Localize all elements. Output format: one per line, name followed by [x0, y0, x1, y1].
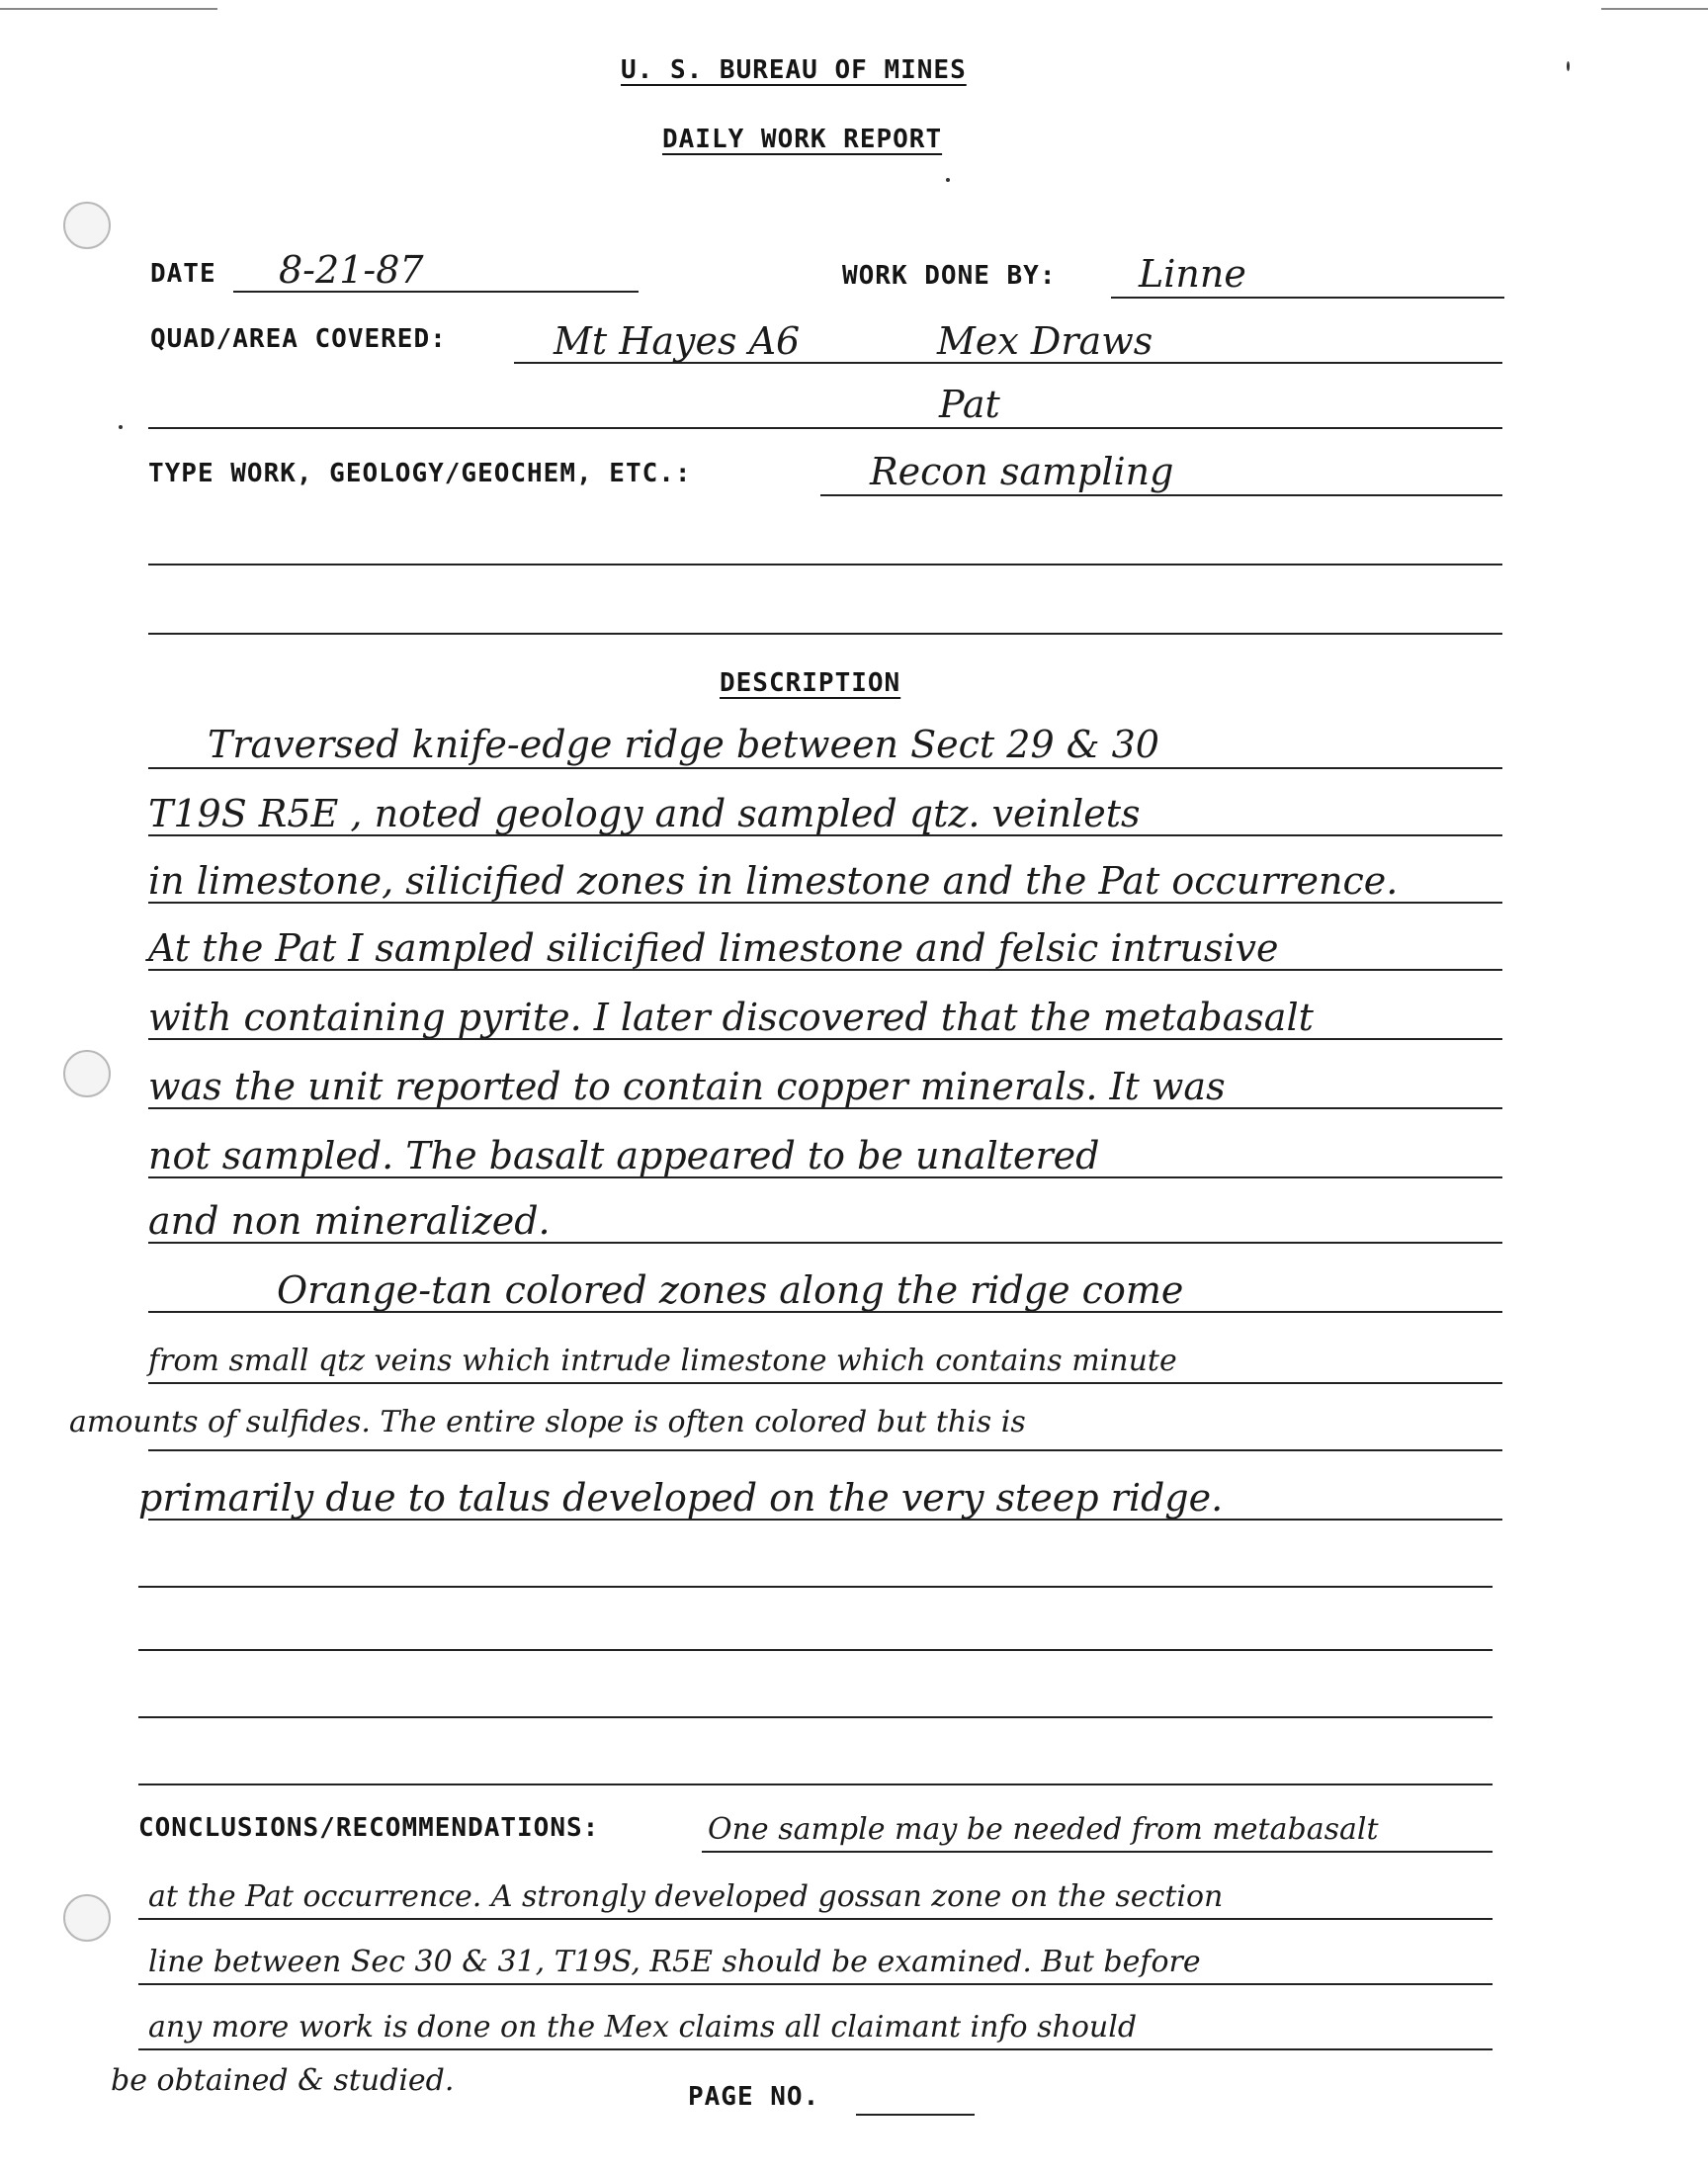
blank-rule: [138, 1784, 1493, 1785]
description-rule: [148, 1242, 1502, 1244]
scan-speck: [946, 178, 950, 182]
description-heading: DESCRIPTION: [720, 668, 901, 698]
type-work-rule: [820, 494, 1502, 496]
description-rule: [148, 1038, 1502, 1040]
blank-rule: [138, 1586, 1493, 1588]
date-value: 8-21-87: [279, 248, 424, 292]
punch-hole: [63, 1894, 111, 1942]
description-line-10: from small qtz veins which intrude limestone which contains minute: [148, 1344, 1177, 1378]
agency-title: U. S. BUREAU OF MINES: [621, 55, 967, 85]
conclusions-line-4: any more work is done on the Mex claims all claimant info should: [148, 2010, 1138, 2044]
description-line-1: Traversed knife-edge ridge between Sect 29 & 30: [208, 723, 1159, 766]
work-done-by-rule: [1111, 297, 1504, 299]
description-rule: [148, 1449, 1502, 1451]
quad-area-rule-2: [148, 427, 1502, 429]
conclusions-rule: [138, 1918, 1493, 1920]
quad-area-value-3: Pat: [939, 383, 1000, 426]
description-line-5: with containing pyrite. I later discovered that the metabasalt: [148, 996, 1314, 1039]
conclusions-line-2: at the Pat occurrence. A strongly developed gossan zone on the section: [148, 1879, 1224, 1914]
scan-edge-mark: [1601, 8, 1708, 10]
description-rule: [148, 1176, 1502, 1178]
blank-rule: [148, 633, 1502, 635]
description-line-9: Orange-tan colored zones along the ridge come: [277, 1268, 1184, 1312]
conclusions-line-1: One sample may be needed from metabasalt: [708, 1812, 1379, 1847]
description-rule: [148, 969, 1502, 971]
work-done-by-value: Linne: [1139, 252, 1246, 296]
description-rule: [148, 1382, 1502, 1384]
punch-hole: [63, 1050, 111, 1097]
quad-area-value-2: Mex Draws: [937, 319, 1153, 363]
description-line-8: and non mineralized.: [148, 1199, 551, 1243]
description-rule: [148, 767, 1502, 769]
description-line-12: primarily due to talus developed on the very steep ridge.: [138, 1476, 1224, 1520]
description-rule: [148, 1519, 1502, 1521]
work-done-by-label: WORK DONE BY:: [842, 261, 1057, 291]
type-work-label: TYPE WORK, GEOLOGY/GEOCHEM, ETC.:: [148, 459, 692, 488]
page-number-rule: [856, 2114, 975, 2116]
quad-area-value-1: Mt Hayes A6: [554, 319, 801, 363]
description-rule: [148, 834, 1502, 836]
description-line-6: was the unit reported to contain copper minerals. It was: [148, 1065, 1226, 1108]
conclusions-rule: [702, 1851, 1493, 1853]
scan-speck: [119, 425, 123, 429]
quad-area-label: QUAD/AREA COVERED:: [150, 324, 447, 354]
description-line-3: in limestone, silicified zones in limestone and the Pat occurrence.: [148, 859, 1399, 903]
date-label: DATE: [150, 259, 216, 289]
description-rule: [148, 1311, 1502, 1313]
scan-speck: [1567, 61, 1570, 71]
description-line-7: not sampled. The basalt appeared to be unaltered: [148, 1134, 1100, 1177]
punch-hole: [63, 202, 111, 249]
description-rule: [148, 1107, 1502, 1109]
blank-rule: [148, 564, 1502, 566]
conclusions-line-3: line between Sec 30 & 31, T19S, R5E should be examined. But before: [148, 1945, 1201, 1979]
conclusions-rule: [138, 2048, 1493, 2050]
description-line-11: amounts of sulfides. The entire slope is often colored but this is: [69, 1405, 1026, 1439]
blank-rule: [138, 1716, 1493, 1718]
conclusions-label: CONCLUSIONS/RECOMMENDATIONS:: [138, 1813, 600, 1843]
description-line-4: At the Pat I sampled silicified limestone and felsic intrusive: [148, 926, 1279, 970]
description-line-2: T19S R5E , noted geology and sampled qtz. veinlets: [148, 792, 1141, 835]
form-title: DAILY WORK REPORT: [662, 125, 943, 154]
scan-edge-mark: [0, 8, 217, 10]
conclusions-line-5: be obtained & studied.: [111, 2063, 455, 2098]
blank-rule: [138, 1649, 1493, 1651]
page-number-label: PAGE NO.: [688, 2082, 820, 2112]
conclusions-rule: [138, 1983, 1493, 1985]
type-work-value: Recon sampling: [870, 450, 1174, 493]
description-rule: [148, 902, 1502, 904]
